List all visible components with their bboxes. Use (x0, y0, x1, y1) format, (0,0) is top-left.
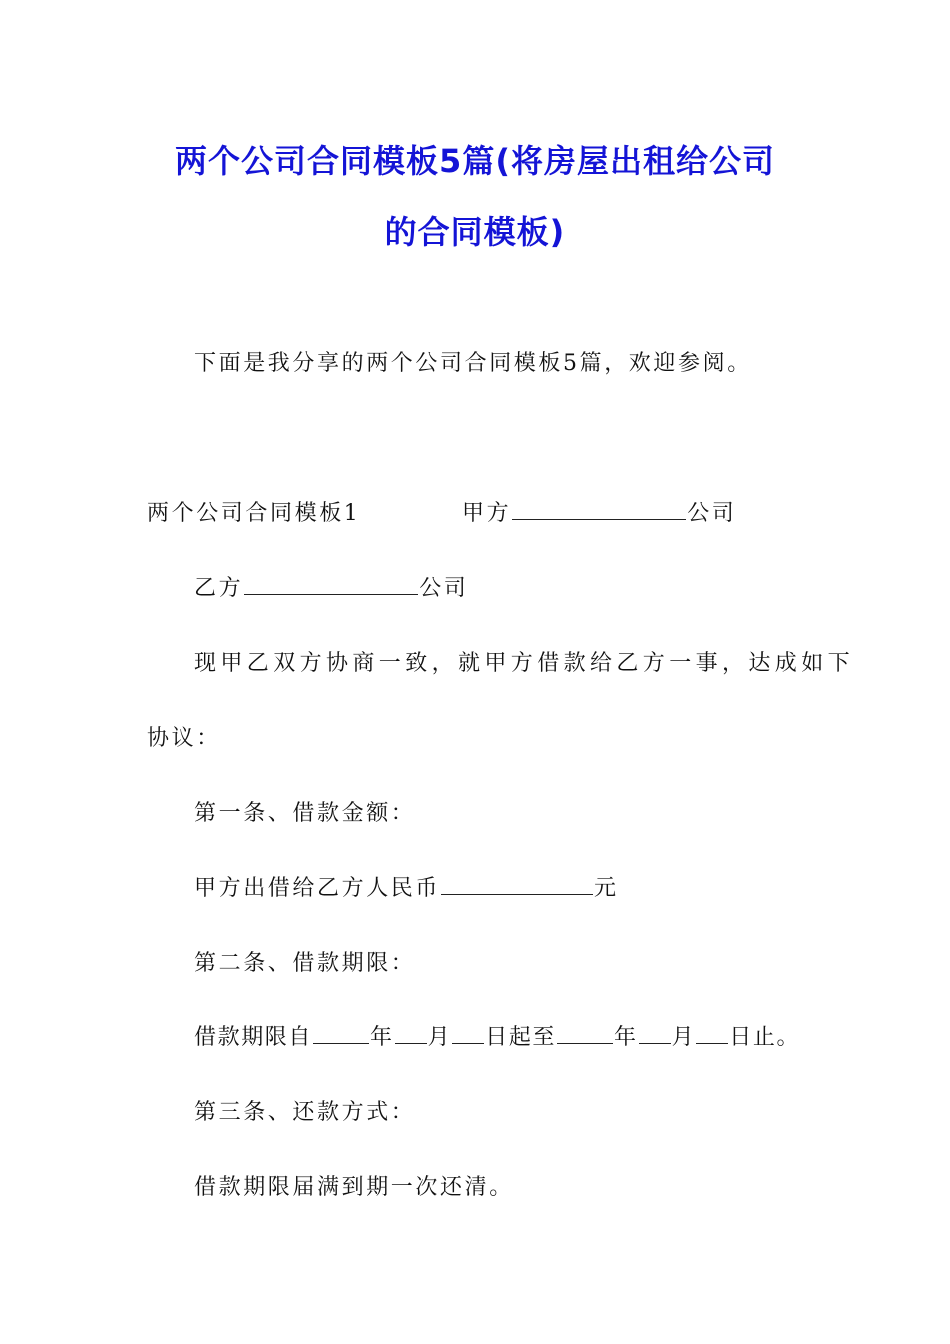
end-day-blank (696, 1023, 728, 1044)
loan-amount-prefix: 甲方出借给乙方人民币 (194, 876, 441, 901)
end-year-unit: 年 (614, 1025, 638, 1050)
start-day-blank (452, 1023, 484, 1044)
article-3-title: 第三条、还款方式： (194, 1100, 416, 1125)
end-year-blank (557, 1023, 613, 1044)
end-day-unit: 日止。 (729, 1025, 801, 1050)
party-a-line (462, 496, 736, 527)
section-heading: 两个公司合同模板1 (147, 501, 361, 526)
start-month-blank (395, 1023, 427, 1044)
document-title-line-1: 两个公司合同模板5篇(将房屋出租给公司 (175, 142, 775, 180)
article-1-title: 第一条、借款金额： (194, 801, 416, 826)
agreement-paragraph-line-1: 现甲乙双方协商一致，就甲方借款给乙方一事，达成如下 (194, 651, 855, 676)
start-month-unit: 月 (427, 1025, 452, 1050)
party-b-label: 乙方 (194, 576, 244, 601)
party-b-blank (244, 574, 418, 595)
end-month-unit: 月 (671, 1025, 696, 1050)
article-2-text (194, 1020, 800, 1051)
party-b-suffix: 公司 (419, 576, 469, 601)
loan-period-prefix: 借款期限自 (194, 1025, 313, 1050)
party-a-suffix: 公司 (687, 501, 737, 526)
document-title-line-2: 的合同模板) (384, 213, 566, 251)
party-a-label: 甲方 (462, 501, 512, 526)
intro-paragraph: 下面是我分享的两个公司合同模板5篇，欢迎参阅。 (194, 351, 752, 376)
start-year-blank (313, 1023, 369, 1044)
loan-amount-blank (441, 874, 593, 895)
start-year-unit: 年 (370, 1025, 394, 1050)
loan-amount-suffix: 元 (594, 876, 619, 901)
end-month-blank (639, 1023, 671, 1044)
article-1-text (194, 871, 619, 902)
start-day-unit: 日起至 (485, 1025, 557, 1050)
article-2-title: 第二条、借款期限： (194, 951, 416, 976)
party-b-line (194, 571, 468, 602)
party-a-blank (512, 499, 686, 520)
article-3-text: 借款期限届满到期一次还清。 (194, 1175, 514, 1200)
agreement-paragraph-line-2: 协议： (147, 726, 221, 751)
